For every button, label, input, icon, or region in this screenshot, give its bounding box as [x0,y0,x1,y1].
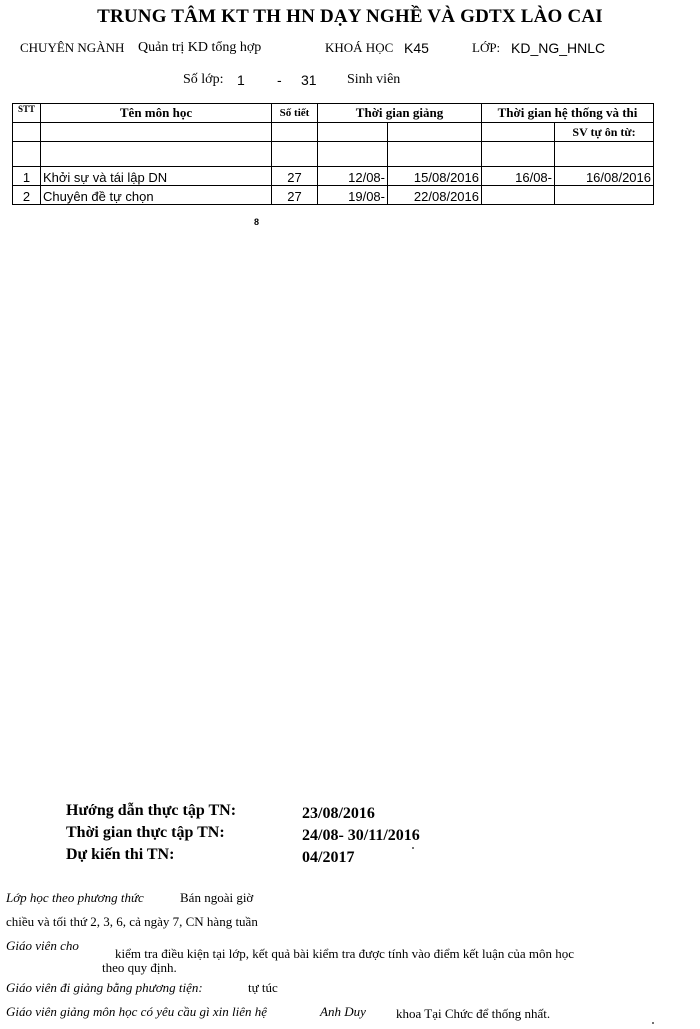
major-label: CHUYÊN NGÀNH [20,40,125,55]
table-header-row [13,104,654,123]
footnote-mark: 8 [254,217,260,227]
row-teach-to: 15/08/2016 [388,167,482,186]
header-stt: STT [13,104,41,123]
table-row [13,186,654,205]
row-stt: 1 [13,167,41,186]
class-count-value: 1 [237,72,245,88]
contact-label: Giáo viên giảng môn học có yêu cầu gì xin liên hệ [6,1004,268,1019]
guide-value: 23/08/2016 [302,805,375,822]
guide-label: Hướng dẫn thực tập TN: [66,802,237,819]
document-title: TRUNG TÂM KT TH HN DẠY NGHỀ VÀ GDTX LÀO CAI [97,6,603,27]
header-system-exam-time: Thời gian hệ thống và thi [482,104,654,123]
row-teach-to: 22/08/2016 [388,186,482,205]
dash: - [277,72,282,88]
subjects-table [12,103,654,205]
method-value: Bán ngoài giờ [180,890,254,905]
row-teach-from: 12/08- [318,167,388,186]
exam-label: Dự kiến thi TN: [66,846,175,863]
row-sys-from [482,186,555,205]
row-sys-to: 16/08/2016 [555,167,654,186]
empty-cell [13,123,41,142]
empty-cell [482,123,555,142]
empty-cell [482,142,555,167]
teacher-text-1: kiểm tra điều kiện tại lớp, kết quả bài kiểm tra được tính vào điểm kết luận của môn học [115,946,575,961]
table-subheader-row [13,123,654,142]
table-row [13,167,654,186]
row-subject: Chuyên đề tự chọn [41,186,272,205]
empty-cell [41,142,272,167]
method-detail: chiều và tối thứ 2, 3, 6, cả ngày 7, CN hàng tuần [6,914,258,929]
class-value: KD_NG_HNLC [511,40,606,56]
empty-cell [13,142,41,167]
class-count-label: Số lớp: [183,72,224,87]
header-periods: Số tiết [272,104,318,123]
empty-cell [388,123,482,142]
header-self-review: SV tự ôn từ: [555,123,654,142]
empty-cell [388,142,482,167]
row-sys-to [555,186,654,205]
row-periods: 27 [272,186,318,205]
scan-speck [412,847,414,849]
row-teach-from: 19/08- [318,186,388,205]
students-count: 31 [301,72,317,88]
header-teaching-time: Thời gian giảng [318,104,482,123]
contact-name: Anh Duy [320,1004,366,1019]
exam-value: 04/2017 [302,849,355,866]
contact-dept: khoa Tại Chức để thống nhất. [396,1006,551,1021]
row-stt: 2 [13,186,41,205]
empty-cell [318,123,388,142]
teacher-label: Giáo viên cho [6,938,79,953]
empty-cell [272,142,318,167]
scan-speck [652,1022,654,1024]
row-sys-from: 16/08- [482,167,555,186]
empty-cell [555,142,654,167]
empty-cell [272,123,318,142]
intern-label: Thời gian thực tập TN: [66,824,225,841]
major-value: Quản trị KD tổng hợp [138,40,262,55]
course-label: KHOÁ HỌC [325,40,394,55]
teacher-text-2: theo quy định. [102,960,177,975]
class-label: LỚP: [472,40,501,55]
row-subject: Khởi sự và tái lập DN [41,167,272,186]
transport-label: Giáo viên đi giảng bằng phương tiện: [6,980,203,995]
transport-value: tự túc [248,980,278,995]
header-subject: Tên môn học [41,104,272,123]
course-value: K45 [404,40,429,56]
empty-cell [41,123,272,142]
method-label: Lớp học theo phương thức [6,890,144,905]
empty-cell [318,142,388,167]
table-spacer-row [13,142,654,167]
intern-value: 24/08- 30/11/2016 [302,827,420,844]
row-periods: 27 [272,167,318,186]
students-label: Sinh viên [347,72,401,87]
